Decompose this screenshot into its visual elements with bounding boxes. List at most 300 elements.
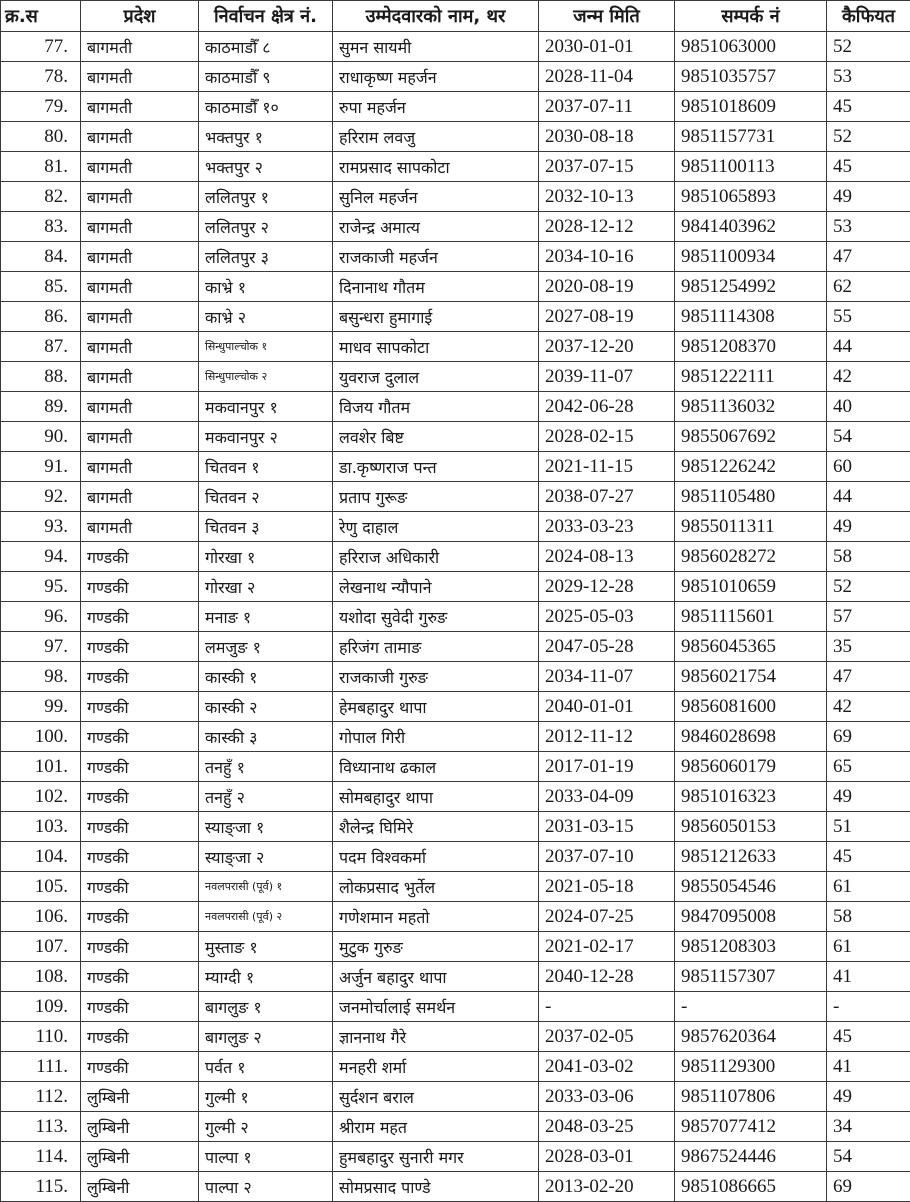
table-row [1, 812, 910, 842]
date-of-birth-cell: 2020-08-19 [539, 272, 675, 302]
candidate-name-cell: राधाकृष्ण महर्जन [333, 62, 539, 92]
serial-number-cell: 110. [1, 1022, 81, 1052]
province-cell: गण्डकी [81, 872, 199, 902]
table-row [1, 212, 910, 242]
constituency-cell: गोरखा १ [199, 542, 333, 572]
constituency-cell: गोरखा २ [199, 572, 333, 602]
date-of-birth-cell: - [539, 992, 675, 1022]
contact-number-cell: 9851010659 [675, 572, 827, 602]
serial-number-cell: 94. [1, 542, 81, 572]
remarks-cell: 58 [827, 902, 910, 932]
table-row [1, 32, 910, 62]
contact-number-cell: 9867524446 [675, 1142, 827, 1172]
contact-number-cell: 9851065893 [675, 182, 827, 212]
candidate-name-cell: दिनानाथ गौतम [333, 272, 539, 302]
constituency-cell: तनहुँ १ [199, 752, 333, 782]
date-of-birth-cell: 2039-11-07 [539, 362, 675, 392]
table-row [1, 1022, 910, 1052]
province-cell: गण्डकी [81, 902, 199, 932]
candidate-name-cell: जनमोर्चालाई समर्थन [333, 992, 539, 1022]
table-row [1, 752, 910, 782]
remarks-cell: 35 [827, 632, 910, 662]
serial-number-cell: 85. [1, 272, 81, 302]
date-of-birth-cell: 2037-12-20 [539, 332, 675, 362]
candidate-name-cell: हरिराम लवजु [333, 122, 539, 152]
province-cell: लुम्बिनी [81, 1172, 199, 1202]
candidate-name-cell: मनहरी शर्मा [333, 1052, 539, 1082]
remarks-cell: 45 [827, 842, 910, 872]
header-constituency: निर्वाचन क्षेत्र नं. [199, 1, 333, 32]
serial-number-cell: 99. [1, 692, 81, 722]
serial-number-cell: 93. [1, 512, 81, 542]
candidate-name-cell: विजय गौतम [333, 392, 539, 422]
contact-number-cell: 9856060179 [675, 752, 827, 782]
table-row [1, 152, 910, 182]
table-row [1, 392, 910, 422]
remarks-cell: 52 [827, 572, 910, 602]
contact-number-cell: 9857620364 [675, 1022, 827, 1052]
serial-number-cell: 87. [1, 332, 81, 362]
date-of-birth-cell: 2025-05-03 [539, 602, 675, 632]
table-row [1, 842, 910, 872]
province-cell: गण्डकी [81, 782, 199, 812]
serial-number-cell: 106. [1, 902, 81, 932]
constituency-cell: सिन्धुपाल्चोक २ [199, 362, 333, 392]
serial-number-cell: 91. [1, 452, 81, 482]
contact-number-cell: 9856081600 [675, 692, 827, 722]
candidate-name-cell: गणेशमान महतो [333, 902, 539, 932]
province-cell: गण्डकी [81, 572, 199, 602]
candidate-name-cell: माधव सापकोटा [333, 332, 539, 362]
province-cell: बागमती [81, 512, 199, 542]
candidate-name-cell: युवराज दुलाल [333, 362, 539, 392]
remarks-cell: 49 [827, 512, 910, 542]
remarks-cell: 42 [827, 692, 910, 722]
remarks-cell: 61 [827, 872, 910, 902]
serial-number-cell: 100. [1, 722, 81, 752]
constituency-cell: गुल्मी १ [199, 1082, 333, 1112]
constituency-cell: काठमाडौँ ९ [199, 62, 333, 92]
date-of-birth-cell: 2040-12-28 [539, 962, 675, 992]
candidate-name-cell: यशोदा सुवेदी गुरुङ [333, 602, 539, 632]
candidate-name-cell: लवशेर बिष्ट [333, 422, 539, 452]
table-row [1, 272, 910, 302]
remarks-cell: 49 [827, 782, 910, 812]
table-header [1, 1, 910, 32]
serial-number-cell: 101. [1, 752, 81, 782]
constituency-cell: कास्की ३ [199, 722, 333, 752]
constituency-cell: पर्वत १ [199, 1052, 333, 1082]
serial-number-cell: 80. [1, 122, 81, 152]
contact-number-cell: 9851100934 [675, 242, 827, 272]
serial-number-cell: 104. [1, 842, 81, 872]
remarks-cell: 69 [827, 722, 910, 752]
contact-number-cell: 9851035757 [675, 62, 827, 92]
contact-number-cell: 9851115601 [675, 602, 827, 632]
province-cell: बागमती [81, 392, 199, 422]
table-row [1, 1142, 910, 1172]
table-row [1, 1172, 910, 1202]
serial-number-cell: 78. [1, 62, 81, 92]
remarks-cell: 45 [827, 1022, 910, 1052]
remarks-cell: 47 [827, 242, 910, 272]
date-of-birth-cell: 2030-08-18 [539, 122, 675, 152]
province-cell: बागमती [81, 452, 199, 482]
province-cell: बागमती [81, 332, 199, 362]
constituency-cell: मुस्ताङ १ [199, 932, 333, 962]
remarks-cell: 34 [827, 1112, 910, 1142]
serial-number-cell: 109. [1, 992, 81, 1022]
date-of-birth-cell: 2024-08-13 [539, 542, 675, 572]
contact-number-cell: 9851212633 [675, 842, 827, 872]
province-cell: गण्डकी [81, 1022, 199, 1052]
province-cell: गण्डकी [81, 932, 199, 962]
date-of-birth-cell: 2030-01-01 [539, 32, 675, 62]
table-row [1, 962, 910, 992]
contact-number-cell: 9851016323 [675, 782, 827, 812]
constituency-cell: सिन्धुपाल्चोक १ [199, 332, 333, 362]
province-cell: बागमती [81, 482, 199, 512]
serial-number-cell: 95. [1, 572, 81, 602]
table-row [1, 482, 910, 512]
candidate-name-cell: श्रीराम महत [333, 1112, 539, 1142]
table-row [1, 932, 910, 962]
constituency-cell: स्याङ्जा १ [199, 812, 333, 842]
date-of-birth-cell: 2021-11-15 [539, 452, 675, 482]
contact-number-cell: 9841403962 [675, 212, 827, 242]
constituency-cell: ललितपुर ३ [199, 242, 333, 272]
table-body [1, 32, 910, 1202]
contact-number-cell: 9846028698 [675, 722, 827, 752]
constituency-cell: ललितपुर २ [199, 212, 333, 242]
contact-number-cell: 9851105480 [675, 482, 827, 512]
remarks-cell: 53 [827, 62, 910, 92]
constituency-cell: लमजुङ १ [199, 632, 333, 662]
candidate-name-cell: लेखनाथ न्यौपाने [333, 572, 539, 602]
remarks-cell: 61 [827, 932, 910, 962]
constituency-cell: बागलुङ १ [199, 992, 333, 1022]
province-cell: गण्डकी [81, 962, 199, 992]
province-cell: बागमती [81, 122, 199, 152]
candidate-name-cell: हेमबहादुर थापा [333, 692, 539, 722]
constituency-cell: काभ्रे १ [199, 272, 333, 302]
contact-number-cell: 9851018609 [675, 92, 827, 122]
candidate-name-cell: राजकाजी महर्जन [333, 242, 539, 272]
header-remarks: कैफियत [827, 1, 910, 32]
remarks-cell: 53 [827, 212, 910, 242]
province-cell: गण्डकी [81, 992, 199, 1022]
contact-number-cell: 9855011311 [675, 512, 827, 542]
remarks-cell: 44 [827, 332, 910, 362]
province-cell: बागमती [81, 92, 199, 122]
contact-number-cell: 9851114308 [675, 302, 827, 332]
constituency-cell: मकवानपुर २ [199, 422, 333, 452]
contact-number-cell: 9857077412 [675, 1112, 827, 1142]
table-row [1, 662, 910, 692]
candidate-name-cell: रामप्रसाद सापकोटा [333, 152, 539, 182]
candidate-name-cell: हरिराज अधिकारी [333, 542, 539, 572]
contact-number-cell: 9851136032 [675, 392, 827, 422]
constituency-cell: नवलपरासी (पूर्व) २ [199, 902, 333, 932]
table-row [1, 422, 910, 452]
serial-number-cell: 98. [1, 662, 81, 692]
date-of-birth-cell: 2042-06-28 [539, 392, 675, 422]
candidate-name-cell: राजेन्द्र अमात्य [333, 212, 539, 242]
serial-number-cell: 90. [1, 422, 81, 452]
contact-number-cell: 9851226242 [675, 452, 827, 482]
remarks-cell: 69 [827, 1172, 910, 1202]
constituency-cell: नवलपरासी (पूर्व) १ [199, 872, 333, 902]
constituency-cell: पाल्पा २ [199, 1172, 333, 1202]
candidate-name-cell: सुनिल महर्जन [333, 182, 539, 212]
table-row [1, 722, 910, 752]
remarks-cell: 62 [827, 272, 910, 302]
contact-number-cell: 9851254992 [675, 272, 827, 302]
table-row [1, 332, 910, 362]
contact-number-cell: 9856021754 [675, 662, 827, 692]
date-of-birth-cell: 2037-07-10 [539, 842, 675, 872]
candidate-name-cell: रुपा महर्जन [333, 92, 539, 122]
constituency-cell: भक्तपुर २ [199, 152, 333, 182]
serial-number-cell: 89. [1, 392, 81, 422]
serial-number-cell: 115. [1, 1172, 81, 1202]
date-of-birth-cell: 2028-03-01 [539, 1142, 675, 1172]
remarks-cell: 54 [827, 422, 910, 452]
remarks-cell: - [827, 992, 910, 1022]
serial-number-cell: 113. [1, 1112, 81, 1142]
remarks-cell: 44 [827, 482, 910, 512]
remarks-cell: 54 [827, 1142, 910, 1172]
constituency-cell: तनहुँ २ [199, 782, 333, 812]
province-cell: लुम्बिनी [81, 1142, 199, 1172]
contact-number-cell: 9851129300 [675, 1052, 827, 1082]
province-cell: गण्डकी [81, 1052, 199, 1082]
date-of-birth-cell: 2037-02-05 [539, 1022, 675, 1052]
serial-number-cell: 81. [1, 152, 81, 182]
table-row [1, 62, 910, 92]
serial-number-cell: 96. [1, 602, 81, 632]
table-row [1, 572, 910, 602]
contact-number-cell: 9851208370 [675, 332, 827, 362]
contact-number-cell: 9851157307 [675, 962, 827, 992]
province-cell: गण्डकी [81, 722, 199, 752]
serial-number-cell: 102. [1, 782, 81, 812]
candidate-name-cell: ज्ञाननाथ गैरे [333, 1022, 539, 1052]
serial-number-cell: 114. [1, 1142, 81, 1172]
serial-number-cell: 97. [1, 632, 81, 662]
province-cell: बागमती [81, 362, 199, 392]
candidate-name-cell: पदम विश्वकर्मा [333, 842, 539, 872]
remarks-cell: 55 [827, 302, 910, 332]
candidate-name-cell: हुमबहादुर सुनारी मगर [333, 1142, 539, 1172]
constituency-cell: भक्तपुर १ [199, 122, 333, 152]
date-of-birth-cell: 2021-05-18 [539, 872, 675, 902]
candidate-name-cell: सुर्दशन बराल [333, 1082, 539, 1112]
constituency-cell: चितवन १ [199, 452, 333, 482]
table-row [1, 302, 910, 332]
candidate-name-cell: गोपाल गिरी [333, 722, 539, 752]
constituency-cell: चितवन २ [199, 482, 333, 512]
contact-number-cell: 9851157731 [675, 122, 827, 152]
date-of-birth-cell: 2038-07-27 [539, 482, 675, 512]
date-of-birth-cell: 2041-03-02 [539, 1052, 675, 1082]
contact-number-cell: 9856028272 [675, 542, 827, 572]
province-cell: लुम्बिनी [81, 1112, 199, 1142]
contact-number-cell: 9851107806 [675, 1082, 827, 1112]
province-cell: बागमती [81, 32, 199, 62]
candidate-name-cell: हरिजंग तामाङ [333, 632, 539, 662]
province-cell: गण्डकी [81, 752, 199, 782]
remarks-cell: 45 [827, 92, 910, 122]
province-cell: गण्डकी [81, 812, 199, 842]
date-of-birth-cell: 2048-03-25 [539, 1112, 675, 1142]
province-cell: बागमती [81, 62, 199, 92]
province-cell: बागमती [81, 302, 199, 332]
constituency-cell: पाल्पा १ [199, 1142, 333, 1172]
date-of-birth-cell: 2031-03-15 [539, 812, 675, 842]
candidate-name-cell: रेणु दाहाल [333, 512, 539, 542]
remarks-cell: 65 [827, 752, 910, 782]
table-row [1, 902, 910, 932]
contact-number-cell: 9851208303 [675, 932, 827, 962]
province-cell: गण्डकी [81, 842, 199, 872]
serial-number-cell: 84. [1, 242, 81, 272]
contact-number-cell: 9851086665 [675, 1172, 827, 1202]
serial-number-cell: 105. [1, 872, 81, 902]
serial-number-cell: 88. [1, 362, 81, 392]
province-cell: बागमती [81, 242, 199, 272]
province-cell: गण्डकी [81, 692, 199, 722]
contact-number-cell: 9855054546 [675, 872, 827, 902]
date-of-birth-cell: 2028-11-04 [539, 62, 675, 92]
remarks-cell: 42 [827, 362, 910, 392]
table-row [1, 1082, 910, 1112]
serial-number-cell: 83. [1, 212, 81, 242]
province-cell: बागमती [81, 212, 199, 242]
serial-number-cell: 103. [1, 812, 81, 842]
remarks-cell: 52 [827, 122, 910, 152]
constituency-cell: कास्की २ [199, 692, 333, 722]
candidate-name-cell: सोमबहादुर थापा [333, 782, 539, 812]
remarks-cell: 41 [827, 1052, 910, 1082]
remarks-cell: 52 [827, 32, 910, 62]
remarks-cell: 60 [827, 452, 910, 482]
date-of-birth-cell: 2047-05-28 [539, 632, 675, 662]
date-of-birth-cell: 2033-03-23 [539, 512, 675, 542]
constituency-cell: म्याग्दी १ [199, 962, 333, 992]
date-of-birth-cell: 2012-11-12 [539, 722, 675, 752]
province-cell: लुम्बिनी [81, 1082, 199, 1112]
header-row [1, 1, 910, 32]
table-row [1, 542, 910, 572]
province-cell: गण्डकी [81, 662, 199, 692]
contact-number-cell: - [675, 992, 827, 1022]
date-of-birth-cell: 2033-04-09 [539, 782, 675, 812]
table-row [1, 122, 910, 152]
date-of-birth-cell: 2024-07-25 [539, 902, 675, 932]
serial-number-cell: 112. [1, 1082, 81, 1112]
date-of-birth-cell: 2029-12-28 [539, 572, 675, 602]
date-of-birth-cell: 2037-07-15 [539, 152, 675, 182]
date-of-birth-cell: 2034-11-07 [539, 662, 675, 692]
province-cell: गण्डकी [81, 602, 199, 632]
candidate-name-cell: प्रताप गुरूङ [333, 482, 539, 512]
date-of-birth-cell: 2037-07-11 [539, 92, 675, 122]
header-serial-number: क्र.स [1, 1, 81, 32]
candidate-name-cell: बसुन्धरा हुमागाई [333, 302, 539, 332]
table-row [1, 782, 910, 812]
table-row [1, 872, 910, 902]
province-cell: बागमती [81, 422, 199, 452]
contact-number-cell: 9856045365 [675, 632, 827, 662]
table-row [1, 632, 910, 662]
serial-number-cell: 82. [1, 182, 81, 212]
date-of-birth-cell: 2034-10-16 [539, 242, 675, 272]
remarks-cell: 40 [827, 392, 910, 422]
table-row [1, 1052, 910, 1082]
candidate-name-cell: सुमन सायमी [333, 32, 539, 62]
table-row [1, 92, 910, 122]
date-of-birth-cell: 2028-12-12 [539, 212, 675, 242]
serial-number-cell: 77. [1, 32, 81, 62]
contact-number-cell: 9851063000 [675, 32, 827, 62]
date-of-birth-cell: 2017-01-19 [539, 752, 675, 782]
remarks-cell: 57 [827, 602, 910, 632]
serial-number-cell: 86. [1, 302, 81, 332]
table-row [1, 182, 910, 212]
serial-number-cell: 111. [1, 1052, 81, 1082]
contact-number-cell: 9856050153 [675, 812, 827, 842]
constituency-cell: कास्की १ [199, 662, 333, 692]
header-candidate-name: उम्मेदवारको नाम, थर [333, 1, 539, 32]
table-row [1, 602, 910, 632]
candidate-name-cell: अर्जुन बहादुर थापा [333, 962, 539, 992]
remarks-cell: 49 [827, 182, 910, 212]
candidate-name-cell: डा.कृष्णराज पन्त [333, 452, 539, 482]
date-of-birth-cell: 2033-03-06 [539, 1082, 675, 1112]
contact-number-cell: 9847095008 [675, 902, 827, 932]
header-date-of-birth: जन्म मिति [539, 1, 675, 32]
date-of-birth-cell: 2021-02-17 [539, 932, 675, 962]
remarks-cell: 41 [827, 962, 910, 992]
constituency-cell: मकवानपुर १ [199, 392, 333, 422]
date-of-birth-cell: 2032-10-13 [539, 182, 675, 212]
candidate-name-cell: शैलेन्द्र घिमिरे [333, 812, 539, 842]
candidate-name-cell: मुटुक गुरुङ [333, 932, 539, 962]
table-row [1, 362, 910, 392]
contact-number-cell: 9851100113 [675, 152, 827, 182]
remarks-cell: 45 [827, 152, 910, 182]
date-of-birth-cell: 2040-01-01 [539, 692, 675, 722]
province-cell: गण्डकी [81, 632, 199, 662]
constituency-cell: बागलुङ २ [199, 1022, 333, 1052]
contact-number-cell: 9855067692 [675, 422, 827, 452]
serial-number-cell: 79. [1, 92, 81, 122]
table-row [1, 992, 910, 1022]
serial-number-cell: 92. [1, 482, 81, 512]
constituency-cell: ललितपुर १ [199, 182, 333, 212]
remarks-cell: 49 [827, 1082, 910, 1112]
constituency-cell: मनाङ १ [199, 602, 333, 632]
table-row [1, 692, 910, 722]
constituency-cell: काठमाडौँ १० [199, 92, 333, 122]
province-cell: बागमती [81, 152, 199, 182]
constituency-cell: चितवन ३ [199, 512, 333, 542]
header-contact-number: सम्पर्क नं [675, 1, 827, 32]
candidate-name-cell: सोमप्रसाद पाण्डे [333, 1172, 539, 1202]
candidate-name-cell: लोकप्रसाद भुर्तेल [333, 872, 539, 902]
date-of-birth-cell: 2027-08-19 [539, 302, 675, 332]
